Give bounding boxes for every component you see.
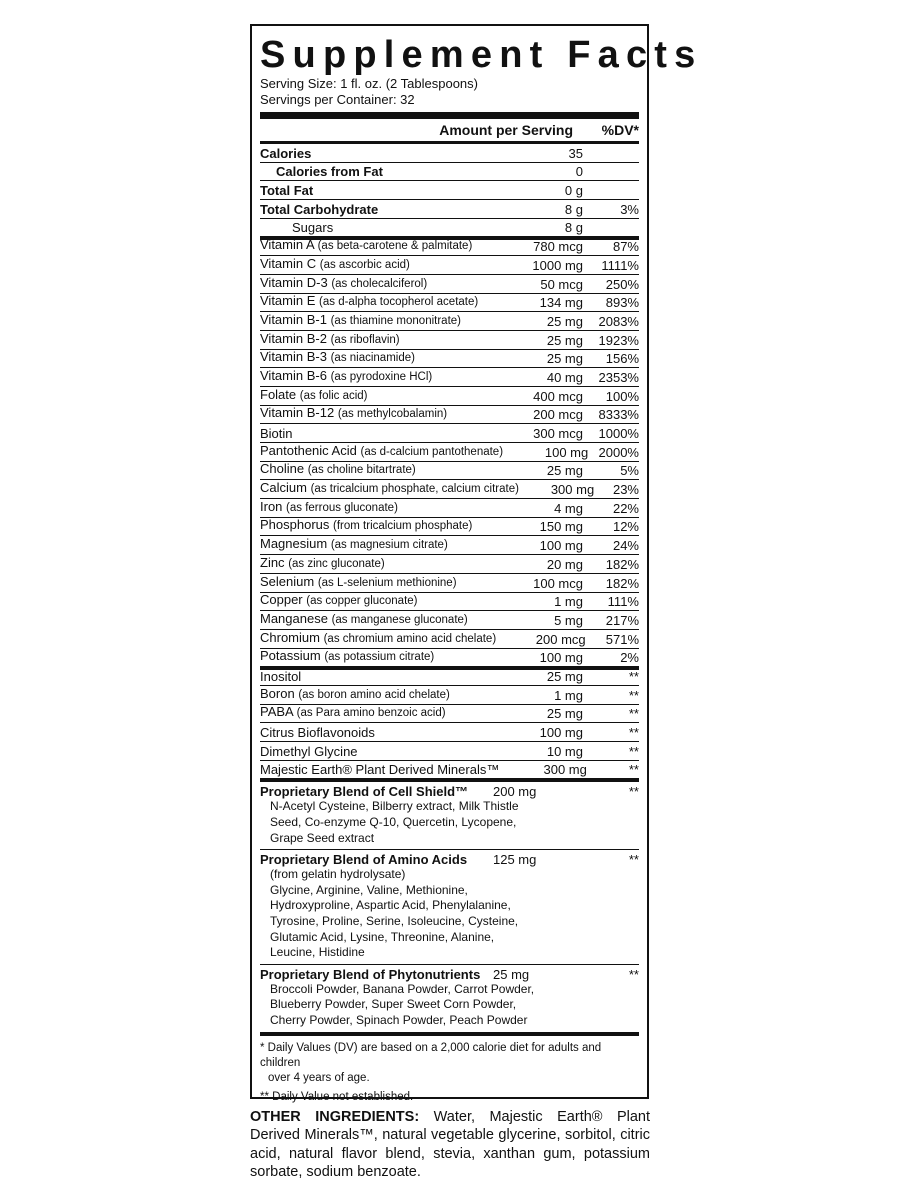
nutrient-source: (as Para amino benzoic acid)	[296, 707, 446, 720]
nutrient-source: (as chromium amino acid chelate)	[323, 632, 497, 645]
nutrient-name: Biotin	[260, 426, 293, 441]
nutrient-name-cell	[260, 256, 489, 273]
nutrient-source: (as ferrous gluconate)	[286, 501, 398, 514]
nutrient-name: Inositol	[260, 668, 302, 684]
nutrient-row	[260, 705, 639, 724]
calorie-row	[260, 181, 639, 200]
nutrient-dv: 100%	[605, 388, 639, 404]
nutrient-amount: 0 g	[564, 183, 583, 199]
nutrient-row	[260, 443, 639, 462]
nutrient-name-cell	[260, 574, 489, 591]
nutrient-name: Copper	[260, 592, 303, 608]
nutrient-amount: 100 mg	[539, 650, 583, 666]
nutrient-name: Iron	[260, 498, 283, 514]
blend-dv: **	[628, 784, 639, 800]
nutrient-row	[260, 237, 639, 256]
blend-section	[260, 779, 639, 1032]
nutrient-source: (as cholecalciferol)	[331, 277, 428, 290]
nutrient-source: (as L-selenium methionine)	[317, 576, 457, 589]
nutrient-amount: 1 mg	[554, 687, 583, 703]
nutrient-row	[260, 424, 639, 443]
nutrient-dv: 2%	[620, 650, 639, 666]
nutrient-amount: 780 mcg	[533, 239, 583, 255]
nutrient-row	[260, 761, 639, 780]
blend-dv: **	[628, 852, 639, 868]
nutrient-dv: 1923%	[598, 332, 639, 348]
blend-name: Proprietary Blend of Amino Acids	[260, 852, 468, 868]
nutrient-row	[260, 667, 639, 686]
calorie-row	[260, 163, 639, 182]
nutrient-amount: 200 mcg	[535, 631, 586, 647]
nutrient-row	[260, 350, 639, 369]
other-ingredients-label: OTHER INGREDIENTS:	[250, 1109, 420, 1125]
nutrient-dv: 23%	[612, 482, 639, 498]
nutrient-amount: 134 mg	[539, 295, 583, 311]
nutrient-amount: 35	[568, 145, 583, 161]
nutrient-row	[260, 611, 639, 630]
nutrient-name: Vitamin B-6	[260, 367, 327, 383]
nutrient-dv: 2083%	[598, 313, 639, 329]
nutrient-name: Majestic Earth® Plant Derived Minerals™	[260, 762, 500, 778]
nutrient-name-cell	[260, 611, 489, 628]
proprietary-blend	[260, 850, 639, 965]
nutrient-name-cell	[260, 426, 489, 441]
nutrient-name: Dimethyl Glycine	[260, 743, 358, 759]
nutrient-name-cell	[260, 293, 489, 310]
nutrient-row	[260, 723, 639, 742]
nutrient-row	[260, 462, 639, 481]
nutrient-name-cell	[260, 517, 489, 534]
other-nutrient-section	[260, 667, 639, 779]
calorie-row	[260, 219, 639, 238]
nutrient-name-cell	[260, 762, 499, 777]
blend-ingredient-line: Blueberry Powder, Super Sweet Corn Powder,	[270, 997, 517, 1012]
nutrient-dv: **	[628, 668, 639, 684]
nutrient-name-cell	[260, 686, 489, 703]
nutrient-name-cell	[260, 725, 489, 740]
not-established-footnote: ** Daily Value not established.	[260, 1090, 414, 1103]
nutrient-amount: 4 mg	[554, 500, 583, 516]
nutrient-source: (as pyrodoxine HCl)	[330, 370, 433, 383]
footnotes	[260, 1033, 639, 1105]
nutrient-amount: 400 mcg	[533, 388, 583, 404]
nutrient-dv: 12%	[612, 519, 639, 535]
nutrient-name: Magnesium	[260, 536, 328, 552]
nutrient-amount: 100 mg	[544, 444, 589, 460]
nutrient-name: Choline	[260, 461, 305, 477]
blend-ingredient-line: (from gelatin hydrolysate)	[270, 867, 406, 882]
nutrient-amount: 8 g	[564, 201, 583, 217]
nutrient-dv: 22%	[612, 500, 639, 516]
nutrient-row	[260, 630, 639, 649]
nutrient-name: Zinc	[260, 554, 285, 570]
proprietary-blend	[260, 965, 639, 1033]
nutrient-dv: 893%	[605, 295, 639, 311]
nutrient-dv: 1111%	[601, 257, 639, 273]
nutrient-dv: 217%	[605, 612, 639, 628]
nutrient-name-cell	[260, 744, 489, 759]
nutrient-dv: 3%	[620, 201, 639, 217]
nutrient-source: (as riboflavin)	[330, 333, 400, 346]
nutrient-name: Calories from Fat	[276, 164, 383, 180]
nutrient-source: (as tricalcium phosphate, calcium citrate)	[310, 483, 519, 496]
nutrient-row	[260, 574, 639, 593]
nutrient-source: (as magnesium citrate)	[330, 539, 448, 552]
nutrient-amount: 0	[575, 164, 583, 180]
blend-dv: **	[628, 966, 639, 982]
blend-ingredient-line: Seed, Co-enzyme Q-10, Quercetin, Lycopene,	[270, 814, 517, 829]
nutrient-dv: 250%	[605, 276, 639, 292]
nutrient-section	[260, 237, 639, 667]
blend-ingredients	[260, 982, 639, 1029]
nutrient-name: Vitamin A	[260, 237, 314, 253]
nutrient-amount: 25 mg	[546, 463, 583, 479]
nutrient-amount: 300 mcg	[533, 426, 583, 441]
blend-ingredient-line: N-Acetyl Cysteine, Bilberry extract, Milk Thistle	[270, 799, 519, 814]
nutrient-row	[260, 536, 639, 555]
nutrient-name: Total Carbohydrate	[260, 201, 379, 217]
nutrient-dv: **	[628, 687, 639, 703]
nutrient-name-cell	[260, 669, 489, 684]
proprietary-blend	[260, 779, 639, 850]
nutrient-name-cell	[260, 648, 489, 665]
blend-ingredients	[260, 799, 639, 846]
nutrient-name: Citrus Bioflavonoids	[260, 725, 375, 740]
nutrient-dv: 2353%	[598, 369, 639, 385]
nutrient-name: PABA	[260, 704, 294, 720]
nutrient-source: (as d-calcium pantothenate)	[360, 445, 504, 458]
nutrient-source: (as copper gluconate)	[306, 595, 418, 608]
nutrient-name-cell	[260, 349, 489, 366]
nutrient-amount: 200 mcg	[533, 407, 583, 423]
other-ingredients-text: Water, Majestic Earth® Plant Derived Minerals™, natural vegetable glycerine, sorbitol, citric acid, natural flavor blend, stevia, xanthan gum, potassium sorbate, sodium benzoate.	[250, 1109, 650, 1181]
nutrient-dv: 156%	[605, 351, 639, 367]
nutrient-source: (as zinc gluconate)	[288, 557, 385, 570]
thick-divider	[260, 112, 639, 119]
nutrient-amount: 1000 mg	[532, 257, 583, 273]
nutrient-source: (as potassium citrate)	[324, 651, 435, 664]
nutrient-name-cell	[260, 480, 519, 497]
nutrient-row	[260, 480, 639, 499]
nutrient-name-cell	[260, 461, 489, 478]
nutrient-amount: 100 mcg	[533, 575, 583, 591]
nutrient-name-cell	[260, 405, 489, 422]
nutrient-name-cell	[260, 499, 489, 516]
nutrient-source: (as boron amino acid chelate)	[298, 688, 450, 701]
nutrient-dv: 87%	[612, 239, 639, 255]
blend-name: Proprietary Blend of Cell Shield™	[260, 784, 469, 800]
header-dv: %DV*	[601, 122, 639, 138]
nutrient-name: Selenium	[260, 573, 315, 589]
nutrient-name-cell	[260, 387, 489, 404]
nutrient-dv: 1000%	[598, 426, 639, 441]
nutrient-source: (as folic acid)	[299, 389, 368, 402]
nutrient-row	[260, 742, 639, 761]
nutrient-amount: 1 mg	[554, 594, 583, 610]
nutrient-row	[260, 387, 639, 406]
nutrient-amount: 25 mg	[546, 313, 583, 329]
nutrient-name: Boron	[260, 685, 295, 701]
nutrient-dv: 8333%	[598, 407, 639, 423]
nutrient-name: Vitamin D-3	[260, 274, 328, 290]
nutrient-source: (as ascorbic acid)	[319, 258, 410, 271]
nutrient-dv: **	[628, 762, 639, 778]
nutrient-row	[260, 331, 639, 350]
blend-ingredient-line: Broccoli Powder, Banana Powder, Carrot Powder,	[270, 981, 535, 996]
nutrient-dv: 182%	[605, 556, 639, 572]
blend-ingredient-line: Cherry Powder, Spinach Powder, Peach Powder	[270, 1012, 528, 1027]
nutrient-amount: 5 mg	[554, 612, 583, 628]
nutrient-source: (as niacinamide)	[330, 352, 415, 365]
nutrient-dv: **	[628, 743, 639, 759]
nutrient-name: Calories	[260, 145, 312, 161]
nutrient-amount: 25 mg	[546, 351, 583, 367]
nutrient-name: Total Fat	[260, 183, 314, 199]
nutrient-source: (as manganese gluconate)	[331, 613, 468, 626]
nutrient-name-cell	[260, 443, 503, 460]
dv-footnote-line-1: * Daily Values (DV) are based on a 2,000 calorie diet for adults and children	[260, 1041, 602, 1069]
nutrient-dv: 111%	[607, 594, 639, 610]
blend-amount: 125 mg	[493, 852, 537, 868]
nutrient-name-cell	[260, 592, 489, 609]
nutrient-name-cell	[260, 630, 496, 647]
blend-amount: 25 mg	[493, 966, 530, 982]
nutrient-amount: 20 mg	[546, 556, 583, 572]
blend-ingredient-line: Tyrosine, Proline, Serine, Isoleucine, Cysteine,	[270, 913, 519, 928]
dv-footnote-line-2: over 4 years of age.	[268, 1071, 370, 1084]
nutrient-row	[260, 256, 639, 275]
calorie-row	[260, 200, 639, 219]
nutrient-name: Manganese	[260, 610, 328, 626]
column-header	[260, 119, 639, 141]
nutrient-name: Potassium	[260, 648, 321, 664]
nutrient-amount: 300 mg	[543, 762, 587, 778]
nutrient-dv: 571%	[605, 631, 639, 647]
blend-header	[260, 852, 639, 867]
nutrient-name: Phosphorus	[260, 517, 330, 533]
nutrient-name-cell	[260, 312, 489, 329]
blend-name: Proprietary Blend of Phytonutrients	[260, 966, 481, 982]
nutrient-name-cell	[260, 368, 489, 385]
blend-ingredient-line: Hydroxyproline, Aspartic Acid, Phenylalanine,	[270, 898, 511, 913]
servings-per-container: Servings per Container: 32	[260, 92, 415, 107]
calorie-row	[260, 144, 639, 163]
nutrient-name: Calcium	[260, 480, 307, 496]
nutrient-row	[260, 275, 639, 294]
nutrient-row	[260, 518, 639, 537]
nutrient-row	[260, 312, 639, 331]
nutrient-name-cell	[260, 536, 489, 553]
nutrient-amount: 25 mg	[546, 668, 583, 684]
nutrient-name-cell	[260, 555, 489, 572]
nutrient-source: (as d-alpha tocopherol acetate)	[319, 296, 479, 309]
nutrient-row	[260, 368, 639, 387]
nutrient-dv: 5%	[620, 463, 639, 479]
nutrient-name: Sugars	[292, 220, 334, 236]
nutrient-name: Vitamin B-12	[260, 405, 335, 421]
blend-ingredient-line: Glutamic Acid, Lysine, Threonine, Alanine,	[270, 929, 495, 944]
nutrient-name: Vitamin B-2	[260, 330, 327, 346]
nutrient-row	[260, 555, 639, 574]
nutrient-amount: 300 mg	[550, 482, 595, 498]
nutrient-dv: **	[628, 706, 639, 722]
nutrient-source: (as beta-carotene & palmitate)	[317, 240, 473, 253]
nutrient-name: Vitamin B-1	[260, 311, 327, 327]
nutrient-amount: 150 mg	[539, 519, 583, 535]
nutrient-name: Folate	[260, 386, 297, 402]
nutrient-row	[260, 686, 639, 705]
blend-ingredients	[260, 867, 639, 961]
blend-amount: 200 mg	[493, 784, 537, 800]
nutrient-name: Pantothenic Acid	[260, 442, 357, 458]
nutrient-name-cell	[260, 704, 489, 721]
nutrient-row	[260, 406, 639, 425]
supplement-facts-panel	[250, 24, 703, 1103]
nutrient-name-cell	[260, 237, 489, 254]
blend-header	[260, 784, 639, 799]
nutrient-name: Chromium	[260, 629, 320, 645]
other-ingredients	[250, 1108, 650, 1182]
nutrient-dv: 2000%	[598, 444, 639, 460]
nutrient-amount: 10 mg	[546, 743, 583, 759]
header-amount: Amount per Serving	[439, 122, 573, 138]
blend-ingredient-line: Grape Seed extract	[270, 830, 375, 845]
nutrient-dv: **	[628, 725, 639, 740]
nutrient-name-cell	[260, 331, 489, 348]
nutrient-name: Vitamin C	[260, 255, 317, 271]
nutrient-row	[260, 649, 639, 668]
blend-ingredient-line: Leucine, Histidine	[270, 945, 365, 960]
nutrient-name-cell	[260, 275, 489, 292]
nutrient-row	[260, 499, 639, 518]
nutrient-dv: 182%	[605, 575, 639, 591]
nutrient-source: (as choline bitartrate)	[307, 464, 416, 477]
nutrient-source: (as methylcobalamin)	[337, 408, 448, 421]
nutrient-name: Vitamin E	[260, 293, 316, 309]
nutrient-source: (from tricalcium phosphate)	[333, 520, 473, 533]
nutrient-amount: 40 mg	[546, 369, 583, 385]
nutrient-source: (as thiamine mononitrate)	[330, 314, 461, 327]
nutrient-amount: 8 g	[564, 220, 583, 236]
nutrient-name: Vitamin B-3	[260, 349, 327, 365]
serving-size: Serving Size: 1 fl. oz. (2 Tablespoons)	[260, 76, 478, 91]
nutrient-amount: 50 mcg	[540, 276, 583, 292]
nutrient-row	[260, 593, 639, 612]
nutrient-amount: 25 mg	[546, 332, 583, 348]
blend-header	[260, 967, 639, 982]
nutrient-amount: 25 mg	[546, 706, 583, 722]
nutrient-amount: 100 mg	[539, 538, 583, 554]
panel-title: Supplement Facts	[260, 34, 703, 76]
nutrient-row	[260, 294, 639, 313]
calorie-section	[260, 144, 639, 237]
blend-ingredient-line: Glycine, Arginine, Valine, Methionine,	[270, 882, 468, 897]
nutrient-dv: 24%	[612, 538, 639, 554]
nutrient-amount: 100 mg	[539, 725, 583, 740]
